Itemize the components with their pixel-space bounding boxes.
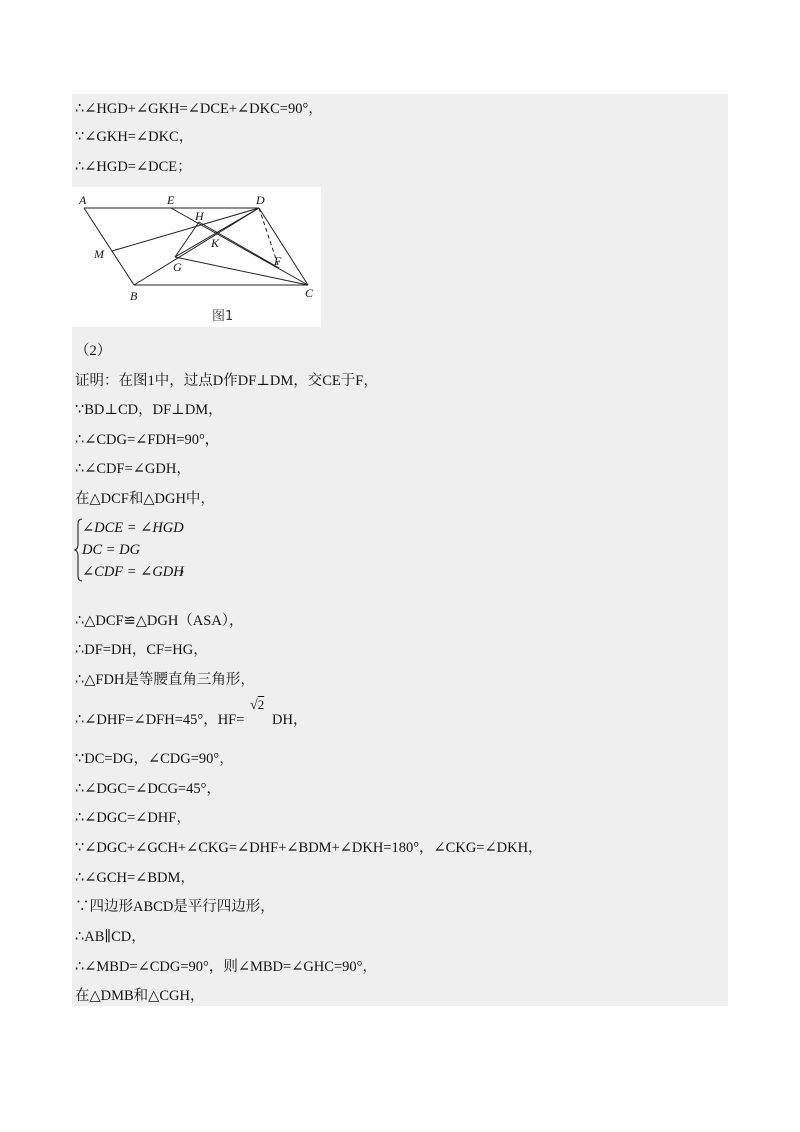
line-7: ∴∠CDF=∠GDH， [75,461,191,477]
segment-HG [175,222,199,257]
label-D: D [256,193,265,207]
system-row-1: ∠DCE = ∠HGD [82,520,184,536]
line-13: ∵DC=DG，∠CDG=90°， [75,751,234,767]
line-8: 在△DCF和△DGH中， [75,491,215,507]
line-19: ∴AB∥CD， [75,929,146,945]
line-1: ∴∠HGD+∠GKH=∠DCE+∠DKC=90°， [75,101,323,117]
label-E: E [167,193,175,207]
line-20: ∴∠MBD=∠CDG=90°，则∠MBD=∠GHC=90°， [75,959,377,975]
line-11: ∴△FDH是等腰直角三角形， [75,672,255,688]
line-9: ∴△DCF≌△DGH（ASA）， [75,613,244,629]
label-A: A [79,193,87,207]
system-row-3: ∠CDF = ∠GDH [82,564,184,580]
segment-GC [175,257,308,285]
sqrt-2 [250,697,264,714]
label-H: H [195,209,204,223]
line-12b: DH， [272,712,308,728]
line-10: ∴DF=DH，CF=HG， [75,642,208,658]
sqrt-radicand: 2 [257,697,265,712]
line-17: ∴∠GCH=∠BDM， [75,870,195,886]
label-F: F [274,254,282,268]
segment-DC [259,208,308,285]
sqrt-icon: √ [250,698,258,713]
figure-caption: 图1 [212,309,234,324]
label-C: C [305,286,314,300]
line-14: ∴∠DGC=∠DCG=45°， [75,781,221,797]
system-tail: ， [180,560,195,576]
line-6: ∴∠CDG=∠FDH=90°， [75,432,220,448]
line-18: ∵四边形ABCD是平行四边形， [75,899,275,915]
line-2: ∵∠GKH=∠DKC， [75,129,194,145]
line-3: ∴∠HGD=∠DCE； [75,159,192,175]
line-5: ∵BD⊥CD，DF⊥DM， [75,402,223,418]
label-G: G [173,260,182,274]
part-2-heading: （2） [75,343,112,359]
line-12a: ∴∠DHF=∠DFH=45°，HF= [75,712,245,728]
geometry-figure [72,187,321,327]
label-M: M [94,247,104,261]
system-row-2: DC = DG [82,542,141,558]
label-B: B [130,289,138,303]
label-K: K [211,236,220,250]
figure-svg [72,187,321,327]
line-4: 证明：在图1中，过点D作DF⊥DM，交CE于F， [75,373,378,389]
line-21: 在△DMB和△CGH， [75,988,205,1004]
line-16: ∵∠DGC+∠GCH+∠CKG=∠DHF+∠BDM+∠DKH=180°，∠CKG=∠DKH， [75,840,543,856]
line-15: ∴∠DGC=∠DHF， [75,810,191,826]
